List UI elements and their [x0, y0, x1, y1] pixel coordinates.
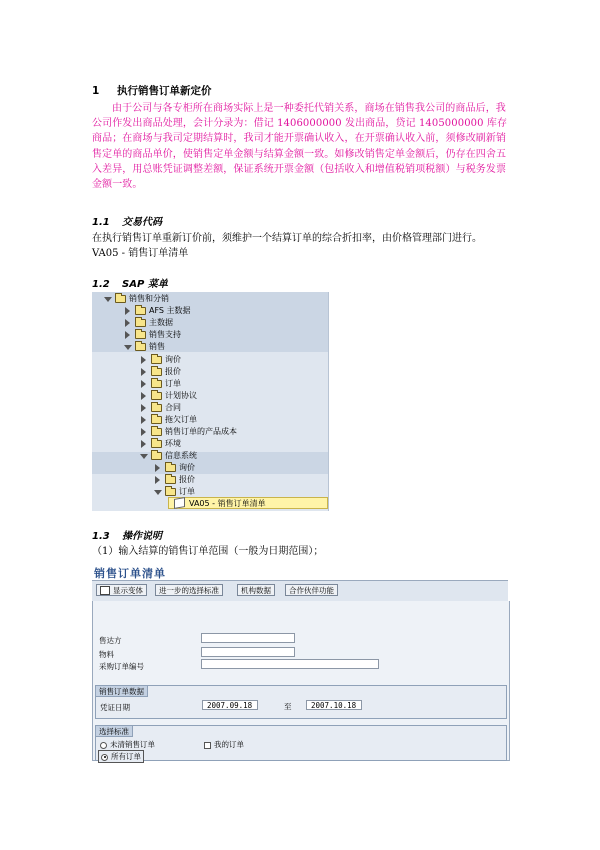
further-selection-criteria-button[interactable]	[155, 584, 223, 596]
collapse-icon[interactable]	[154, 476, 162, 484]
sap-menu-tree	[92, 292, 329, 511]
selection-screen	[92, 601, 510, 761]
section-number: 1.3	[92, 531, 110, 542]
org-data-button[interactable]	[237, 584, 275, 596]
tree-node-label: 合同	[165, 403, 181, 412]
button-label: 进一步的选择标准	[159, 585, 219, 595]
tree-node-label: 主数据	[149, 318, 173, 327]
tree-node[interactable]	[140, 414, 197, 425]
tree-node-label: 销售订单的产品成本	[165, 427, 237, 436]
checkbox-label: 我的订单	[214, 740, 244, 749]
tree-node[interactable]	[140, 402, 181, 413]
tree-node[interactable]	[140, 438, 181, 449]
folder-icon	[165, 464, 176, 472]
section-title: 操作说明	[122, 531, 162, 542]
collapse-icon[interactable]	[140, 368, 148, 376]
collapse-icon[interactable]	[140, 392, 148, 400]
section-title: SAP 菜单	[122, 279, 168, 290]
tree-node-label: AFS 主数据	[149, 306, 191, 315]
tree-node-label: 拖欠订单	[165, 415, 197, 424]
tree-node-label: 报价	[165, 367, 181, 376]
collapse-icon[interactable]	[140, 416, 148, 424]
folder-icon	[151, 428, 162, 436]
folder-icon	[151, 356, 162, 364]
radio-label: 未清销售订单	[110, 740, 155, 749]
sold-to-label: 售达方	[99, 636, 122, 645]
radio-label: 所有订单	[111, 752, 141, 761]
folder-icon	[151, 404, 162, 412]
group-title: 销售订单数据	[95, 685, 148, 697]
selection-criteria-group	[95, 725, 507, 761]
section-number: 1	[92, 85, 100, 97]
collapse-icon[interactable]	[154, 464, 162, 472]
intro-paragraph: 由于公司与各专柜所在商场实际上是一种委托代销关系，商场在销售我公司的商品后，我公司作发出商品处理，会计分录为：借记 1406000000 发出商品，贷记 1405000000 库存商品；在商场与我司定期结算时，我司才能开票确认收入，在开票确认收入前，须修改刷新销售定单的商品单价，使销售定单金额与结算金额一致。如修改销售定单金额后，仍存在四舍五入差异，用总账凭证调整差额，保证系统开票金额（包括收入和增值税销项税额）与税务发票金额一致。	[92, 103, 508, 191]
folder-icon	[151, 440, 162, 448]
application-toolbar	[92, 580, 508, 602]
section-number: 1.2	[92, 279, 110, 290]
tree-node[interactable]	[104, 293, 169, 304]
folder-icon	[135, 331, 146, 339]
tree-node[interactable]	[154, 462, 195, 473]
expand-icon[interactable]	[104, 295, 112, 303]
folder-icon	[151, 416, 162, 424]
expand-icon[interactable]	[124, 343, 132, 351]
screen-title: 销售订单清单	[94, 567, 166, 580]
section-number: 1.1	[92, 217, 110, 228]
tree-node[interactable]	[140, 378, 181, 389]
section-1-2-heading	[92, 275, 168, 290]
folder-icon	[165, 488, 176, 496]
tree-node-label: 订单	[179, 487, 195, 496]
document-date-label: 凭证日期	[100, 703, 130, 712]
tree-node-label: 环境	[165, 439, 181, 448]
tree-node-label: 报价	[179, 475, 195, 484]
tree-node-label: 信息系统	[165, 451, 197, 460]
collapse-icon[interactable]	[140, 428, 148, 436]
transaction-code-line: VA05 - 销售订单清单	[92, 248, 189, 259]
tree-node-label: 销售	[149, 342, 165, 351]
display-variant-button[interactable]	[96, 584, 147, 596]
collapse-icon[interactable]	[140, 356, 148, 364]
collapse-icon[interactable]	[140, 440, 148, 448]
tree-node-label: 计划协议	[165, 391, 197, 400]
collapse-icon[interactable]	[124, 331, 132, 339]
date-to-input[interactable]: 2007.10.18	[306, 700, 362, 710]
folder-icon	[165, 476, 176, 484]
transaction-cube-icon	[174, 497, 185, 509]
button-label: 机构数据	[241, 585, 271, 595]
radio-selected-icon[interactable]	[101, 754, 108, 761]
tree-node[interactable]	[140, 426, 237, 437]
collapse-icon[interactable]	[140, 404, 148, 412]
tree-node-label: 销售支持	[149, 330, 181, 339]
tree-node-label: 销售和分销	[129, 294, 169, 303]
material-input[interactable]	[201, 647, 295, 657]
date-from-input[interactable]: 2007.09.18	[202, 700, 258, 710]
tree-node[interactable]	[124, 341, 165, 352]
collapse-icon[interactable]	[124, 319, 132, 327]
section-1-heading	[92, 83, 212, 98]
tree-node[interactable]	[140, 390, 197, 401]
tree-node-label: 询价	[165, 355, 181, 364]
button-label: 显示变体	[113, 585, 143, 595]
folder-icon	[151, 452, 162, 460]
all-orders-radio[interactable]	[98, 750, 144, 763]
tree-node[interactable]	[124, 317, 173, 328]
section-1-3-heading	[92, 527, 162, 542]
sold-to-input[interactable]	[201, 633, 295, 643]
folder-icon	[151, 392, 162, 400]
material-label: 物料	[99, 650, 114, 659]
tree-node[interactable]	[140, 450, 197, 461]
tree-node[interactable]	[124, 329, 181, 340]
tree-node[interactable]	[140, 354, 181, 365]
open-orders-radio[interactable]	[100, 739, 155, 750]
button-label: 合作伙伴功能	[289, 585, 334, 595]
tree-node[interactable]	[154, 486, 195, 497]
po-number-label: 采购订单编号	[99, 662, 144, 671]
tree-node[interactable]	[154, 474, 195, 485]
step-1-text: （1）输入结算的销售订单范围（一般为日期范围）；	[92, 546, 324, 557]
tree-node[interactable]	[140, 366, 181, 377]
expand-icon[interactable]	[140, 452, 148, 460]
transaction-label: VA05 - 销售订单清单	[189, 498, 266, 508]
folder-icon	[151, 368, 162, 376]
collapse-icon[interactable]	[140, 380, 148, 388]
folder-icon	[151, 380, 162, 388]
collapse-icon[interactable]	[124, 307, 132, 315]
folder-icon	[135, 319, 146, 327]
po-number-input[interactable]	[201, 659, 379, 669]
sales-order-data-group	[95, 685, 507, 719]
expand-icon[interactable]	[154, 488, 162, 496]
section-title: 执行销售订单新定价	[117, 85, 212, 97]
folder-icon	[135, 343, 146, 351]
group-title: 选择标准	[95, 725, 133, 737]
section-title: 交易代码	[122, 217, 162, 228]
tree-node[interactable]	[124, 305, 191, 316]
transaction-va05-node[interactable]	[168, 497, 328, 509]
folder-icon	[115, 295, 126, 303]
checkbox-icon[interactable]	[204, 742, 211, 749]
variant-icon	[100, 586, 110, 595]
tree-node-label: 询价	[179, 463, 195, 472]
folder-icon	[135, 307, 146, 315]
section-1-1-heading	[92, 213, 162, 228]
tree-node-label: 订单	[165, 379, 181, 388]
to-label: 至	[284, 702, 292, 711]
partner-functions-button[interactable]	[285, 584, 338, 596]
transaction-note-line: 在执行销售订单重新订价前，须维护一个结算订单的综合折扣率，由价格管理部门进行。	[92, 233, 482, 244]
radio-icon[interactable]	[100, 742, 107, 749]
my-orders-checkbox[interactable]	[204, 739, 244, 750]
